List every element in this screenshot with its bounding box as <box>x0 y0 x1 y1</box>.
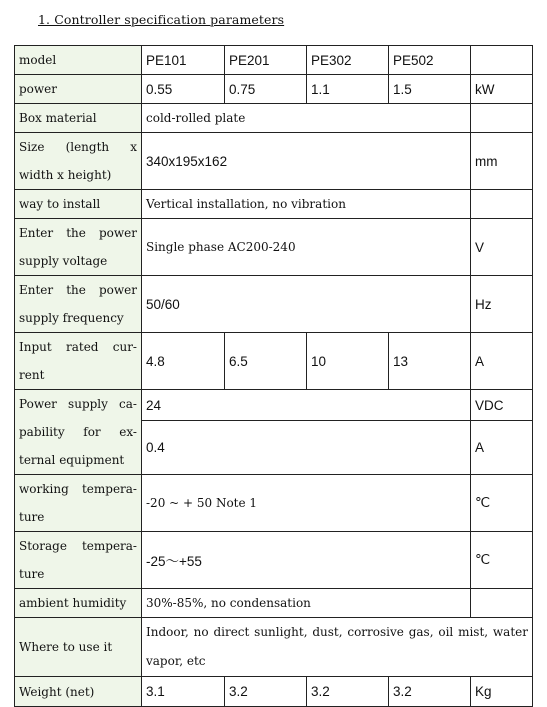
row-label: Box material <box>15 104 142 133</box>
table-row-frequency <box>15 276 533 333</box>
row-label: way to install <box>15 190 142 219</box>
row-label: Enter the power supply voltage <box>15 219 142 276</box>
cell-value: 3.2 <box>389 677 471 707</box>
cell-value: 10 <box>307 333 389 390</box>
cell-unit <box>471 46 533 75</box>
cell-value: Vertical installation, no vibration <box>142 190 471 219</box>
cell-value: 24 <box>142 390 471 421</box>
cell-value: 50/60 <box>142 276 471 333</box>
table-row-install <box>15 190 533 219</box>
row-label: Enter the power supply frequency <box>15 276 142 333</box>
cell-unit <box>471 104 533 133</box>
cell-value: 3.2 <box>307 677 389 707</box>
table-row-supply-voltage <box>15 390 533 421</box>
cell-value: 30%-85%, no condensation <box>142 589 471 618</box>
table-row-box-material <box>15 104 533 133</box>
table-row-weight <box>15 677 533 707</box>
cell-value: PE101 <box>142 46 225 75</box>
table-row-location <box>15 618 533 677</box>
cell-value: PE502 <box>389 46 471 75</box>
table-row-current <box>15 333 533 390</box>
cell-unit: V <box>471 219 533 276</box>
table-row-model <box>15 46 533 75</box>
row-label: Size (length x width x height) <box>15 133 142 190</box>
cell-unit: kW <box>471 75 533 104</box>
cell-unit: ℃ <box>471 532 533 589</box>
spec-table <box>14 45 533 707</box>
cell-value: -20 ~ + 50 Note 1 <box>142 475 471 532</box>
cell-unit: mm <box>471 133 533 190</box>
cell-value: PE302 <box>307 46 389 75</box>
row-label: Power supply ca- pability for ex- ternal equipment <box>15 390 142 475</box>
table-row-size <box>15 133 533 190</box>
cell-unit <box>471 190 533 219</box>
table-row-voltage <box>15 219 533 276</box>
table-row-humidity <box>15 589 533 618</box>
cell-unit: A <box>471 421 533 475</box>
cell-value: 1.5 <box>389 75 471 104</box>
cell-value: 1.1 <box>307 75 389 104</box>
row-label: model <box>15 46 142 75</box>
cell-value: 3.2 <box>225 677 307 707</box>
row-label: working tempera- ture <box>15 475 142 532</box>
cell-value: 6.5 <box>225 333 307 390</box>
cell-unit: VDC <box>471 390 533 421</box>
cell-value: 0.75 <box>225 75 307 104</box>
row-label: Input rated cur- rent <box>15 333 142 390</box>
cell-value: -25～+55 <box>142 532 471 589</box>
row-label: power <box>15 75 142 104</box>
cell-value: 340x195x162 <box>142 133 471 190</box>
cell-value: Single phase AC200-240 <box>142 219 471 276</box>
table-row-power <box>15 75 533 104</box>
row-label: ambient humidity <box>15 589 142 618</box>
section-heading: 1. Controller specification parameters <box>38 12 285 27</box>
cell-value: 0.55 <box>142 75 225 104</box>
table-row-storage-temp <box>15 532 533 589</box>
cell-value: cold-rolled plate <box>142 104 471 133</box>
cell-value: 0.4 <box>142 421 471 475</box>
cell-value: Indoor, no direct sunlight, dust, corrosive gas, oil mist, water vapor, etc <box>142 618 533 677</box>
table-row-working-temp <box>15 475 533 532</box>
cell-unit: A <box>471 333 533 390</box>
row-label: Where to use it <box>15 618 142 677</box>
cell-unit: Hz <box>471 276 533 333</box>
cell-value: PE201 <box>225 46 307 75</box>
row-label: Storage tempera- ture <box>15 532 142 589</box>
cell-value: 13 <box>389 333 471 390</box>
cell-unit: ℃ <box>471 475 533 532</box>
cell-unit <box>471 589 533 618</box>
cell-value: 4.8 <box>142 333 225 390</box>
row-label: Weight (net) <box>15 677 142 707</box>
cell-unit: Kg <box>471 677 533 707</box>
cell-value: 3.1 <box>142 677 225 707</box>
